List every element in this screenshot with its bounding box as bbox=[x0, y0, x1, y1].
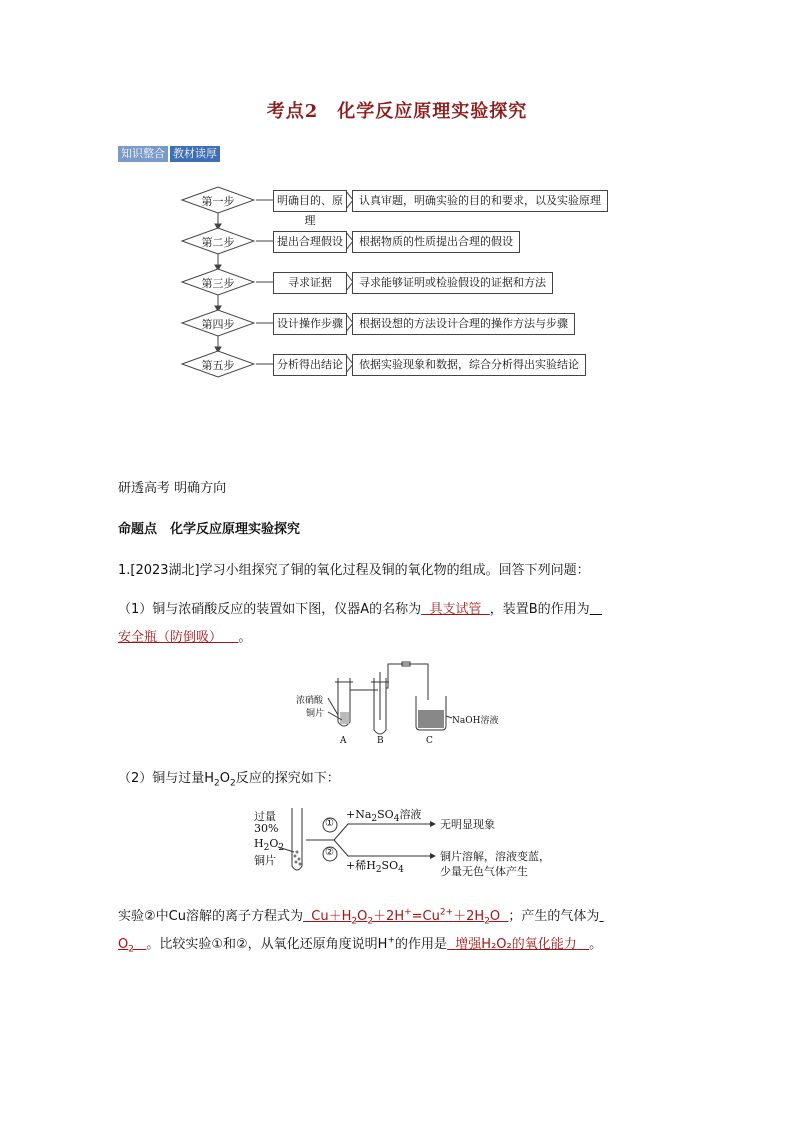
flow-desc-5: 依据实验现象和数据，综合分析得出实验结论 bbox=[352, 354, 586, 376]
label-conc-nitric-acid: 浓硝酸 bbox=[296, 696, 324, 706]
flow-action-5: 分析得出结论 bbox=[273, 354, 347, 376]
flow-chart bbox=[180, 183, 600, 378]
experiment-figure bbox=[250, 800, 550, 880]
flow-step-2: 第二步 bbox=[201, 236, 235, 249]
flow-action-4: 设计操作步骤 bbox=[273, 313, 347, 335]
label-excess: 过量 bbox=[254, 810, 276, 823]
answer-ionic-equation: $Cu+H_2O_2+2H^+=Cu^{2+}+2H_2O$ bbox=[302, 907, 509, 927]
reagent-na2so4: $+Na_2SO_4$溶液 bbox=[346, 808, 422, 825]
question-part1-line1 bbox=[118, 598, 602, 617]
circle-label-2: ② bbox=[325, 847, 334, 858]
reagent-h2so4: +稀$H_2SO_4$ bbox=[346, 859, 404, 876]
page-title: 考点2 化学反应原理实验探究 bbox=[266, 101, 528, 122]
section-subheading: 命题点 化学反应原理实验探究 bbox=[118, 522, 301, 537]
flow-action-2: 提出合理假设 bbox=[273, 231, 347, 253]
flow-step-4: 第四步 bbox=[201, 318, 235, 331]
question-part3-line2: $O_2$ 。比较实验①和②，从氧化还原角度说明H+的作用是 增强H₂O₂的氧化能力 。 bbox=[118, 935, 603, 955]
label-c: C bbox=[426, 736, 433, 746]
apparatus-figure bbox=[290, 660, 520, 750]
label-h2o2: $H_2O_2$ bbox=[254, 837, 285, 854]
label-copper: 铜片 bbox=[254, 854, 276, 867]
tag-knowledge: 知识整合 bbox=[118, 146, 168, 162]
label-b: B bbox=[377, 736, 384, 746]
label-a: A bbox=[340, 736, 347, 746]
question-part1-line2: 安全瓶（防倒吸） 。 bbox=[118, 630, 252, 645]
answer-device-b-role: 安全瓶（防倒吸） bbox=[118, 630, 223, 645]
label-naoh-solution: NaOH溶液 bbox=[452, 716, 499, 726]
section-heading: 研透高考 明确方向 bbox=[118, 481, 227, 496]
flow-action-3: 寻求证据 bbox=[273, 272, 347, 294]
part1-text-b: ，装置B的作用为 bbox=[489, 602, 590, 617]
circle-label-1: ① bbox=[325, 818, 334, 829]
result-2a: 铜片溶解，溶液变蓝， bbox=[440, 850, 550, 863]
flow-step-1: 第一步 bbox=[201, 195, 235, 208]
flow-desc-2: 根据物质的性质提出合理的假设 bbox=[352, 231, 520, 253]
question-part2-intro: （2）铜与过量$H_2O_2$反应的探究如下： bbox=[118, 771, 340, 789]
flow-desc-1: 认真审题，明确实验的目的和要求，以及实验原理 bbox=[352, 190, 608, 212]
flow-desc-4: 根据设想的方法设计合理的操作方法与步骤 bbox=[352, 313, 575, 335]
result-1: 无明显现象 bbox=[440, 818, 495, 831]
result-2b: 少量无色气体产生 bbox=[440, 865, 528, 878]
question-part3-line1: 实验②中Cu溶解的离子方程式为 $Cu+H_2O_2+2H^+=Cu^{2+}+2H_2O$ ；产生的气体为 bbox=[118, 907, 600, 927]
flow-action-1: 明确目的、原理 bbox=[273, 190, 347, 212]
tag-textbook: 教材读厚 bbox=[170, 146, 220, 162]
part1-text-a: （1）铜与浓硝酸反应的装置如下图，仪器A的名称为 bbox=[118, 602, 422, 617]
apparatus-drawing bbox=[290, 660, 520, 750]
answer-apparatus-name: 具支试管 bbox=[429, 602, 482, 617]
flow-step-3: 第三步 bbox=[201, 277, 235, 290]
flow-desc-3: 寻求能够证明或检验假设的证据和方法 bbox=[352, 272, 553, 294]
answer-gas: $O_2$ bbox=[118, 937, 134, 955]
label-30-percent: 30% bbox=[254, 822, 279, 835]
question-stem: 1.[2023湖北]学习小组探究了铜的氧化过程及铜的氧化物的组成。回答下列问题： bbox=[118, 563, 590, 578]
label-copper-sheet: 铜片 bbox=[306, 709, 325, 719]
answer-role-of-h: 增强H₂O₂的氧化能力 bbox=[455, 937, 577, 952]
flow-step-5: 第五步 bbox=[201, 359, 235, 372]
section-tag bbox=[118, 146, 220, 162]
